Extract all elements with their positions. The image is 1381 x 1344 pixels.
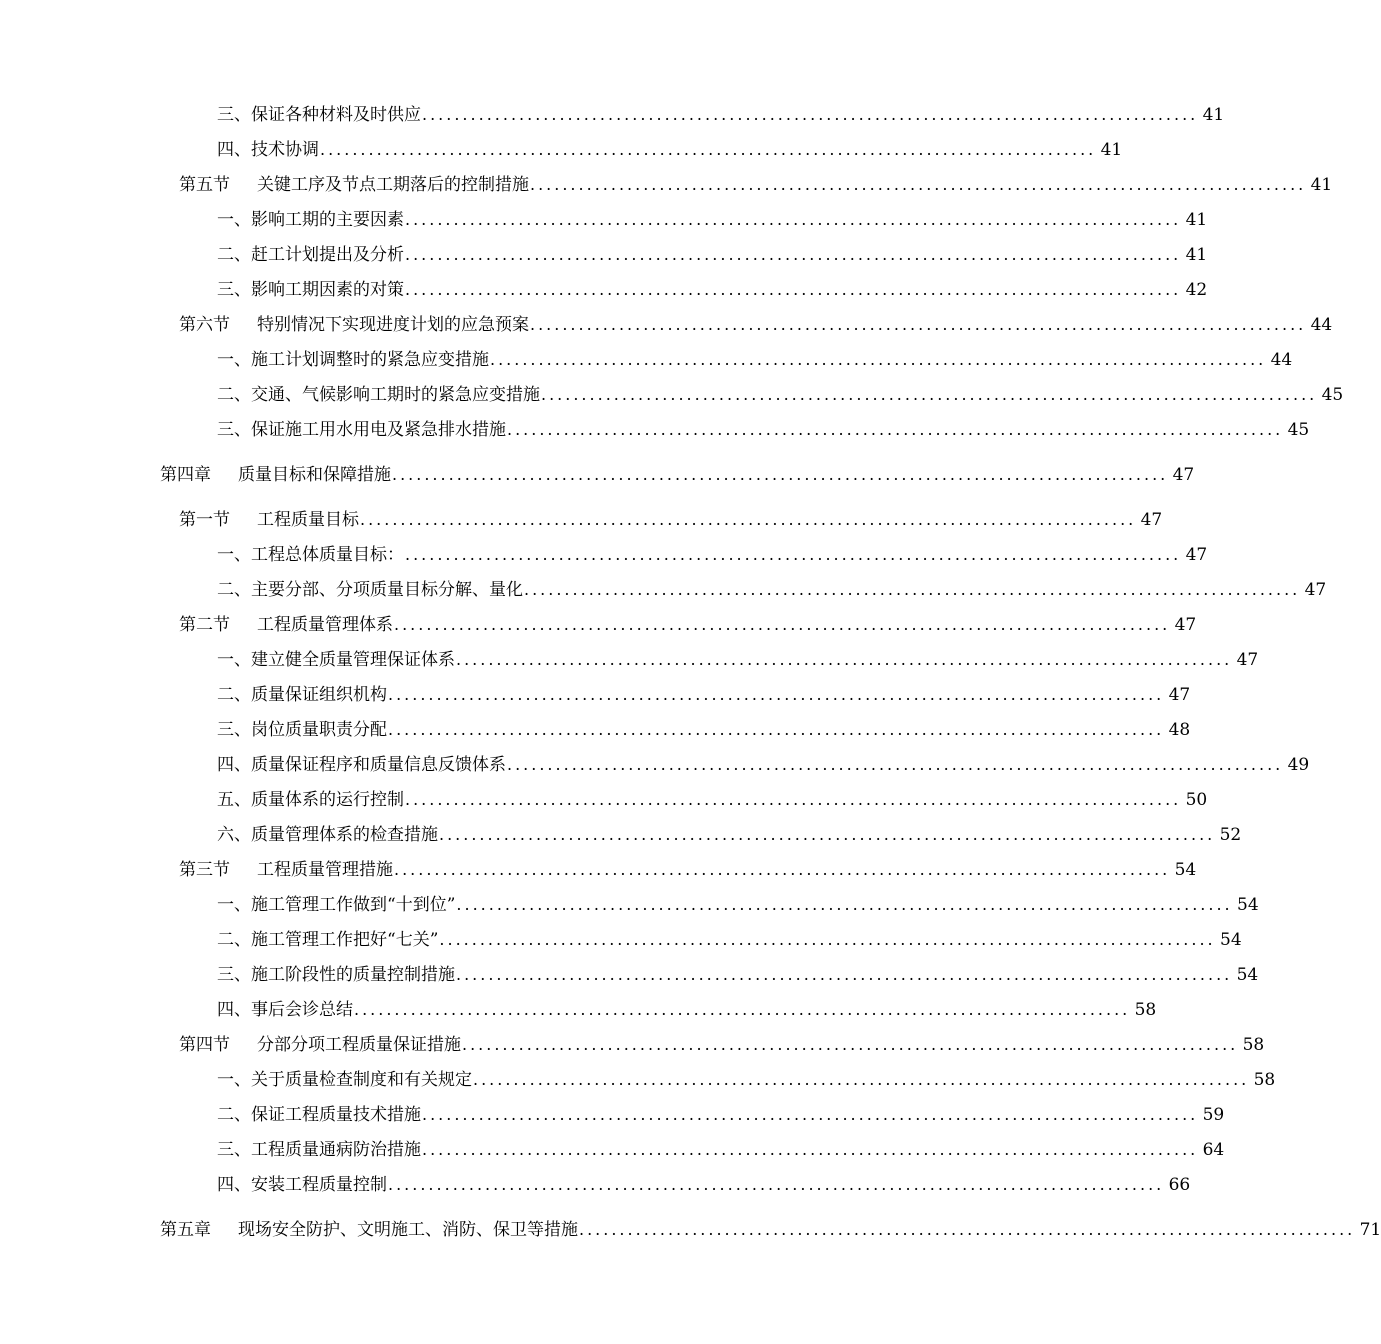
toc-entry-item[interactable] (217, 100, 1225, 126)
toc-entry-title: 一、工程总体质量目标： (217, 545, 404, 565)
toc-leader-dots: ................................................................................................ (456, 650, 1233, 669)
toc-page-number: 47 (1174, 615, 1197, 635)
toc-entry-title: 特别情况下实现进度计划的应急预案 (257, 315, 529, 335)
toc-entry-section[interactable] (179, 310, 1333, 336)
toc-entry-item[interactable] (217, 645, 1259, 671)
toc-leader-dots: ................................................................................................ (394, 860, 1171, 879)
toc-entry-item[interactable] (217, 205, 1208, 231)
toc-leader-dots: ................................................................................................ (354, 1000, 1131, 1019)
toc-entry-item[interactable] (217, 1065, 1276, 1091)
toc-page-number: 58 (1253, 1070, 1276, 1090)
toc-leader-dots: ................................................................................................ (530, 315, 1307, 334)
toc-entry-item[interactable] (217, 960, 1259, 986)
toc-entry-title: 工程质量目标 (257, 510, 359, 530)
toc-leader-dots: ................................................................................................ (473, 1070, 1250, 1089)
toc-leader-dots: ................................................................................................ (439, 930, 1216, 949)
toc-entry-number: 第二节 (179, 615, 230, 635)
toc-page-number: 54 (1220, 930, 1242, 950)
toc-entry-number: 第五节 (179, 175, 230, 195)
toc-page-number: 41 (1185, 245, 1208, 265)
toc-leader-dots: ................................................................................................ (405, 210, 1182, 229)
toc-leader-dots: ................................................................................................ (422, 1140, 1199, 1159)
toc-entry-item[interactable] (217, 1170, 1191, 1196)
toc-leader-dots: ................................................................................................ (388, 685, 1165, 704)
toc-entry-title: 二、施工管理工作把好“七关” (217, 930, 439, 950)
toc-leader-dots: ................................................................................................ (405, 245, 1182, 264)
toc-page-number: 58 (1134, 1000, 1157, 1020)
toc-entry-number: 第五章 (160, 1220, 211, 1240)
toc-page-number: 47 (1168, 685, 1191, 705)
toc-entry-section[interactable] (179, 505, 1163, 531)
toc-page-number: 44 (1310, 315, 1333, 335)
toc-entry-item[interactable] (217, 925, 1242, 951)
toc-entry-title: 工程质量管理体系 (257, 615, 393, 635)
toc-leader-dots: ................................................................................................ (456, 895, 1233, 914)
toc-entry-chapter[interactable] (160, 460, 1195, 486)
toc-entry-title: 三、影响工期因素的对策 (217, 280, 404, 300)
toc-page-number: 47 (1172, 465, 1195, 485)
toc-entry-chapter[interactable] (160, 1215, 1381, 1241)
toc-leader-dots: ................................................................................................ (388, 720, 1165, 739)
toc-entry-title: 二、保证工程质量技术措施 (217, 1105, 421, 1125)
toc-entry-item[interactable] (217, 1135, 1225, 1161)
toc-entry-item[interactable] (217, 890, 1259, 916)
toc-leader-dots: ................................................................................................ (422, 105, 1199, 124)
toc-page-number: 58 (1242, 1035, 1265, 1055)
toc-leader-dots: ................................................................................................ (405, 790, 1182, 809)
toc-page-number: 42 (1185, 280, 1208, 300)
toc-page-number: 52 (1219, 825, 1242, 845)
toc-entry-item[interactable] (217, 415, 1310, 441)
toc-page-number: 49 (1287, 755, 1310, 775)
toc-entry-section[interactable] (179, 855, 1197, 881)
toc-leader-dots: ................................................................................................ (524, 580, 1301, 599)
toc-leader-dots: ................................................................................................ (579, 1220, 1356, 1239)
toc-page-number: 66 (1168, 1175, 1191, 1195)
toc-entry-title: 五、质量体系的运行控制 (217, 790, 404, 810)
toc-leader-dots: ................................................................................................ (320, 140, 1097, 159)
toc-page-number: 47 (1236, 650, 1259, 670)
toc-leader-dots: ................................................................................................ (530, 175, 1307, 194)
toc-entry-title: 四、技术协调 (217, 140, 319, 160)
toc-entry-section[interactable] (179, 1030, 1265, 1056)
toc-entry-item[interactable] (217, 345, 1293, 371)
toc-entry-title: 一、施工计划调整时的紧急应变措施 (217, 350, 489, 370)
toc-entry-section[interactable] (179, 610, 1197, 636)
toc-leader-dots: ................................................................................................ (456, 965, 1233, 984)
toc-page-number: 44 (1270, 350, 1293, 370)
toc-page-number: 41 (1202, 105, 1225, 125)
toc-entry-item[interactable] (217, 380, 1344, 406)
toc-leader-dots: ................................................................................................ (392, 465, 1169, 484)
toc-entry-title: 二、主要分部、分项质量目标分解、量化 (217, 580, 523, 600)
toc-entry-title: 四、安装工程质量控制 (217, 1175, 387, 1195)
toc-entry-number: 第四节 (179, 1035, 230, 1055)
toc-page-number: 41 (1185, 210, 1208, 230)
toc-entry-item[interactable] (217, 785, 1208, 811)
toc-page-number: 47 (1304, 580, 1327, 600)
toc-entry-item[interactable] (217, 575, 1327, 601)
toc-entry-title: 关键工序及节点工期落后的控制措施 (257, 175, 529, 195)
toc-leader-dots: ................................................................................................ (388, 1175, 1165, 1194)
toc-leader-dots: ................................................................................................ (360, 510, 1137, 529)
toc-entry-number: 第四章 (160, 465, 211, 485)
toc-entry-title: 四、质量保证程序和质量信息反馈体系 (217, 755, 506, 775)
toc-leader-dots: ................................................................................................ (507, 755, 1284, 774)
toc-entry-item[interactable] (217, 995, 1157, 1021)
toc-entry-title: 六、质量管理体系的检查措施 (217, 825, 438, 845)
toc-entry-title: 一、关于质量检查制度和有关规定 (217, 1070, 472, 1090)
toc-entry-title: 二、质量保证组织机构 (217, 685, 387, 705)
toc-entry-item[interactable] (217, 135, 1123, 161)
toc-page-number: 47 (1140, 510, 1163, 530)
toc-leader-dots: ................................................................................................ (507, 420, 1284, 439)
toc-entry-item[interactable] (217, 240, 1208, 266)
toc-entry-number: 第六节 (179, 315, 230, 335)
toc-entry-title: 现场安全防护、文明施工、消防、保卫等措施 (238, 1220, 578, 1240)
toc-entry-item[interactable] (217, 275, 1208, 301)
toc-entry-section[interactable] (179, 170, 1333, 196)
toc-entry-title: 三、施工阶段性的质量控制措施 (217, 965, 455, 985)
toc-entry-title: 三、保证施工用水用电及紧急排水措施 (217, 420, 506, 440)
toc-entry-title: 三、工程质量通病防治措施 (217, 1140, 421, 1160)
toc-leader-dots: ................................................................................................ (462, 1035, 1239, 1054)
toc-entry-title: 分部分项工程质量保证措施 (257, 1035, 461, 1055)
toc-entry-title: 一、影响工期的主要因素 (217, 210, 404, 230)
toc-leader-dots: ................................................................................................ (541, 385, 1318, 404)
toc-entry-title: 二、赶工计划提出及分析 (217, 245, 404, 265)
toc-leader-dots: ................................................................................................ (439, 825, 1216, 844)
toc-leader-dots: ................................................................................................ (422, 1105, 1199, 1124)
toc-page-number: 47 (1185, 545, 1208, 565)
toc-page-number: 71 (1359, 1220, 1381, 1240)
toc-entry-title: 一、建立健全质量管理保证体系 (217, 650, 455, 670)
toc-page-number: 54 (1174, 860, 1197, 880)
toc-page-number: 50 (1185, 790, 1208, 810)
toc-page-number: 54 (1236, 965, 1259, 985)
toc-page-number: 48 (1168, 720, 1191, 740)
toc-page-number: 45 (1321, 385, 1344, 405)
toc-entry-title: 一、施工管理工作做到“十到位” (217, 895, 456, 915)
toc-page-number: 54 (1237, 895, 1259, 915)
toc-page-number: 59 (1202, 1105, 1225, 1125)
toc-entry-item[interactable] (217, 540, 1208, 566)
toc-entry-item[interactable] (217, 680, 1191, 706)
toc-entry-title: 三、岗位质量职责分配 (217, 720, 387, 740)
toc-page-number: 41 (1100, 140, 1123, 160)
toc-page-number: 41 (1310, 175, 1333, 195)
toc-entry-item[interactable] (217, 715, 1191, 741)
toc-entry-title: 工程质量管理措施 (257, 860, 393, 880)
toc-entry-item[interactable] (217, 750, 1310, 776)
toc-entry-item[interactable] (217, 1100, 1225, 1126)
toc-page-number: 64 (1202, 1140, 1225, 1160)
toc-page-number: 45 (1287, 420, 1310, 440)
toc-leader-dots: ................................................................................................ (490, 350, 1267, 369)
toc-entry-title: 三、保证各种材料及时供应 (217, 105, 421, 125)
toc-entry-title: 质量目标和保障措施 (238, 465, 391, 485)
toc-entry-title: 四、事后会诊总结 (217, 1000, 353, 1020)
toc-leader-dots: ................................................................................................ (405, 280, 1182, 299)
toc-entry-title: 二、交通、气候影响工期时的紧急应变措施 (217, 385, 540, 405)
toc-entry-item[interactable] (217, 820, 1242, 846)
toc-entry-number: 第一节 (179, 510, 230, 530)
toc-leader-dots: ................................................................................................ (405, 545, 1182, 564)
toc-leader-dots: ................................................................................................ (394, 615, 1171, 634)
toc-entry-number: 第三节 (179, 860, 230, 880)
